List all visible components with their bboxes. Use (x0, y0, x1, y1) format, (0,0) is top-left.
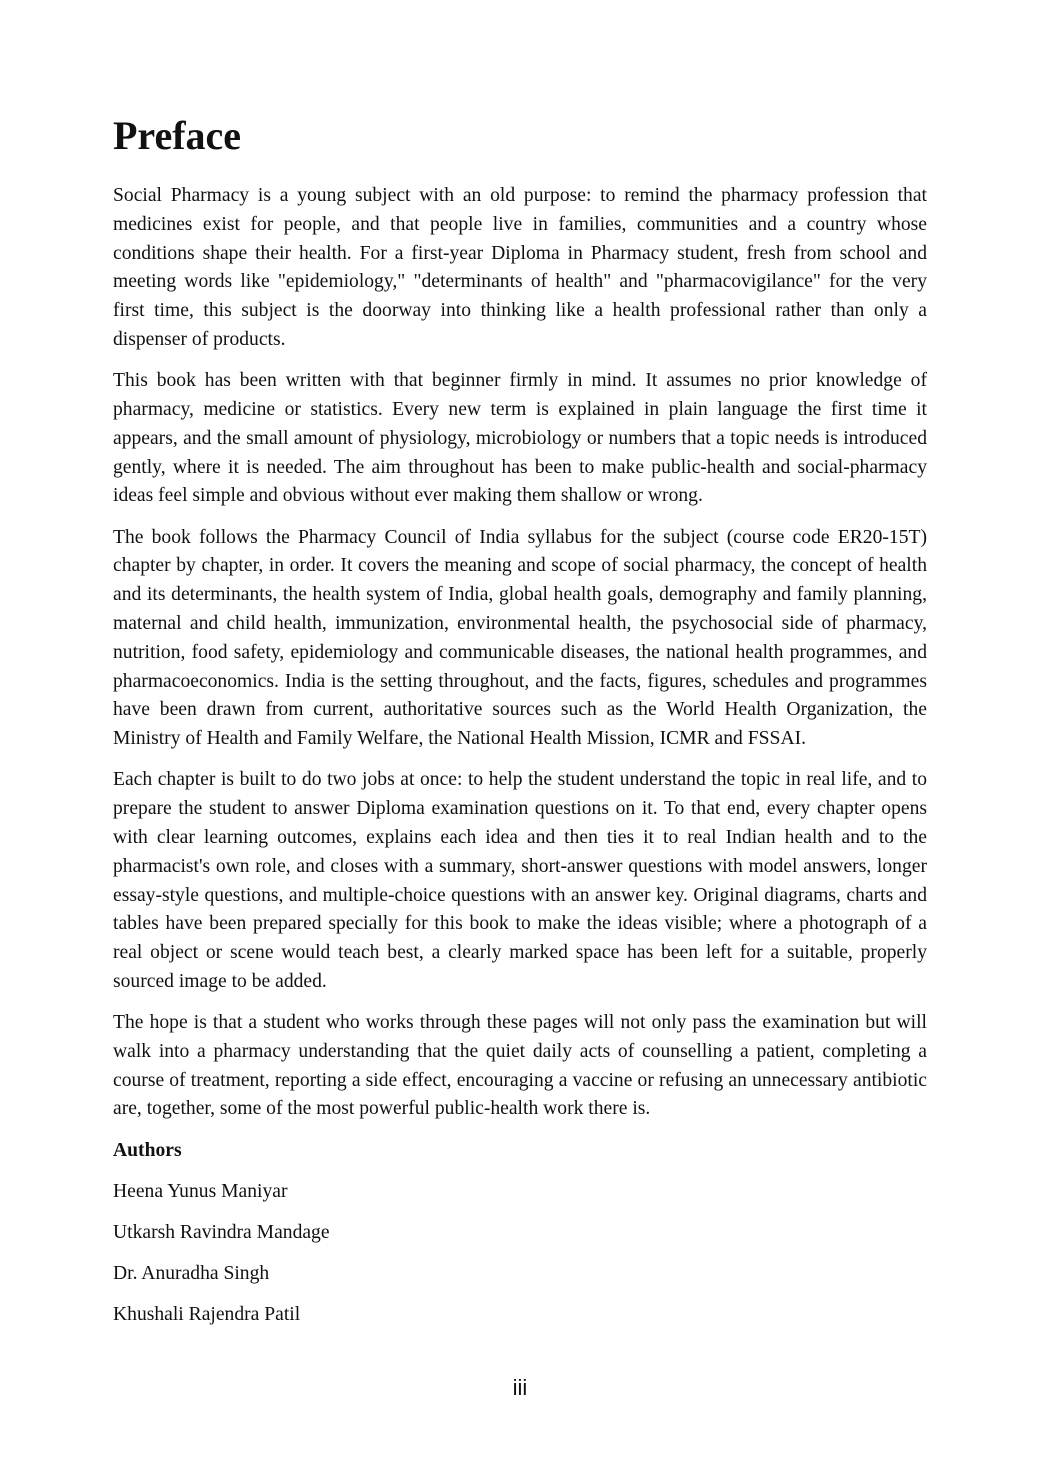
paragraph-intro: Social Pharmacy is a young subject with an old purpose: to remind the pharmacy profession that medicines exist for people, and that people live in families, communities and a country whose conditions shape their health. For a first-year Diploma in Pharmacy student, fresh from school and meeting words like "epidemiology," "determinants of health" and "pharmacovigilance" for the very first time, this subject is the doorway into thinking like a health professional rather than only a dispenser of products. (113, 185, 927, 350)
author-name: Dr. Anuradha Singh (113, 1263, 270, 1285)
authors-heading: Authors (113, 1139, 182, 1161)
page-content (113, 108, 927, 1343)
paragraph-hope: The hope is that a student who works through these pages will not only pass the examination but will walk into a pharmacy understanding that the quiet daily acts of counselling a patient, completing a course of treatment, reporting a side effect, encouraging a vaccine or refusing an unnecessary antibiotic are, together, some of the most powerful public-health work there is. (113, 1012, 927, 1120)
paragraph-audience: This book has been written with that beginner firmly in mind. It assumes no prior knowledge of pharmacy, medicine or statistics. Every new term is explained in plain language the first time it appears, and the small amount of physiology, microbiology or numbers that a topic needs is introduced gently, where it is needed. The aim throughout has been to make public-health and social-pharmacy ideas feel simple and obvious without ever making them shallow or wrong. (113, 370, 927, 507)
author-name: Heena Yunus Maniyar (113, 1180, 288, 1202)
page-title: Preface (113, 113, 242, 158)
author-name: Utkarsh Ravindra Mandage (113, 1222, 330, 1244)
page-number: iii (512, 1375, 528, 1400)
author-name: Khushali Rajendra Patil (113, 1304, 301, 1326)
paragraph-chapter-structure: Each chapter is built to do two jobs at once: to help the student understand the topic in real life, and to prepare the student to answer Diploma examination questions on it. To that end, every chapter opens with clear learning outcomes, explains each idea and then ties it to real Indian health and to the pharmacist's own role, and closes with a summary, short-answer questions with model answers, longer essay-style questions, and multiple-choice questions with an answer key. Original diagrams, charts and tables have been prepared specially for this book to make the ideas visible; where a photograph of a real object or scene would teach best, a clearly marked space has been left for a suitable, properly sourced image to be added. (113, 769, 927, 992)
paragraph-syllabus: The book follows the Pharmacy Council of India syllabus for the subject (course code ER20-15T) chapter by chapter, in order. It covers the meaning and scope of social pharmacy, the concept of health and its determinants, the health system of India, global health goals, demography and family planning, maternal and child health, immunization, environmental health, the psychosocial side of pharmacy, nutrition, food safety, epidemiology and communicable diseases, the national health programmes, and pharmacoeconomics. India is the setting throughout, and the facts, figures, schedules and programmes have been drawn from current, authoritative sources such as the World Health Organization, the Ministry of Health and Family Welfare, the National Health Mission, ICMR and FSSAI. (113, 526, 927, 750)
